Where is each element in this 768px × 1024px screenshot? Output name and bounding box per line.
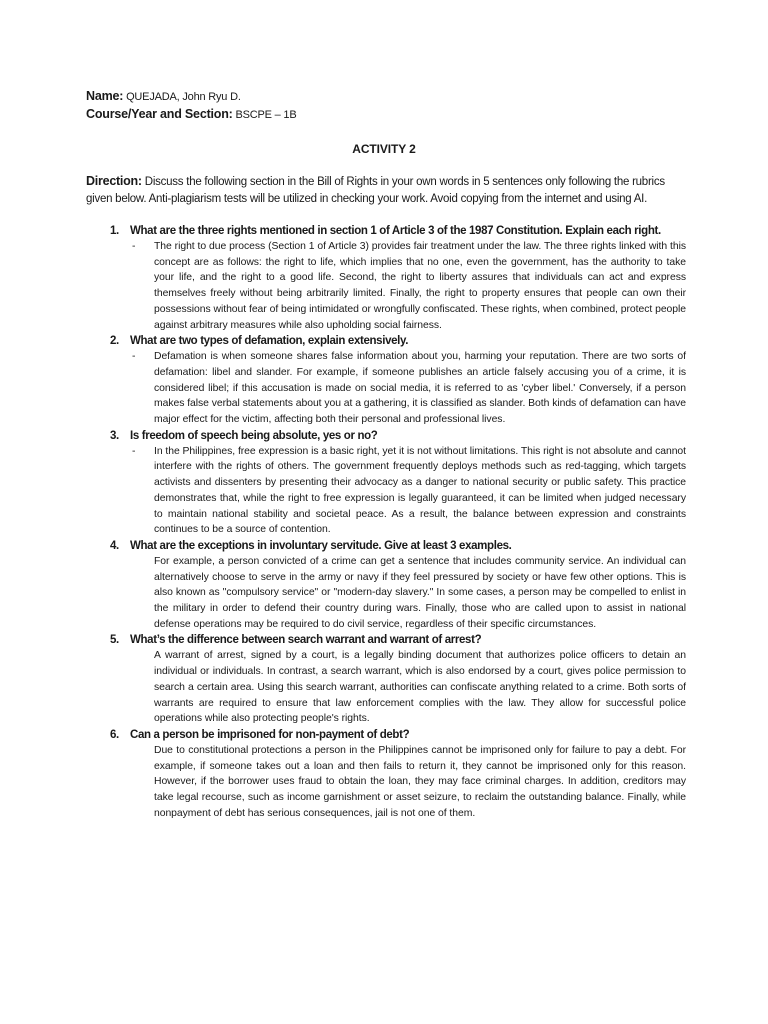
question-number: 5. [110,634,119,647]
answer-bullet: - [132,351,136,363]
question-number: 3. [110,429,119,442]
question-text: What are the exceptions in involuntary servitude. Give at least 3 examples. [130,539,512,552]
question-item [86,428,686,538]
question-heading [86,333,686,349]
answer-indent [86,648,154,727]
answer-indent [86,743,154,822]
name-line [86,88,296,106]
answer-text: In the Philippines, free expression is a basic right, yet it is not without limitations. This right is not absolute and cannot interfere with the rights of others. The government frequently deploys methods such as red-tagging, which targets activists and dissenters by presenting their advocacy as a danger to national security or public safety. This practice demonstrates that, while the right to free expression is legally guaranteed, it can be limited when judged necessary to maintain national stability and societal peace. As a result, the balance between expression and constraints continues to be a source of contention. [154,445,686,536]
question-text: What are the three rights mentioned in section 1 of Article 3 of the 1987 Constitution. Explain each right. [130,225,661,237]
direction-label: Direction: [86,174,142,188]
question-heading [86,727,686,743]
question-number: 1. [110,225,119,237]
course-value: BSCPE – 1B [235,109,297,121]
question-heading [86,632,686,648]
question-heading [86,223,686,239]
question-item [86,538,686,633]
answer-block [86,554,686,633]
answer-text: Defamation is when someone shares false information about you, harming your reputation. There are two sorts of defamation: libel and slander. For example, if someone publishes an article falsely accusing you of a crime, it is considered libel; if this accusation is made on social media, it is referred to as 'cyber libel.' Conversely, if a person makes false verbal statements about you at a gathering, it is classified as slander. Both kinds of defamation can have major effect for the victim, affecting both their personal and professional lives. [154,351,686,426]
answer-bullet: - [132,445,136,457]
direction-text: Discuss the following section in the Bill of Rights in your own words in 5 sentences only following the rubrics given below. Anti-plagiarism tests will be utilized in checking your work. Avoid copying from the internet and using AI. [86,176,665,205]
question-item [86,333,686,428]
question-text: What are two types of defamation, explain extensively. [130,335,409,348]
question-text: Can a person be imprisoned for non-payment of debt? [130,728,410,741]
answer-bullet: - [132,241,136,252]
answer-block [86,648,686,727]
answer-indent [86,554,154,633]
answer-block [86,239,686,333]
page-title: ACTIVITY 2 [352,142,416,156]
course-line [86,106,296,124]
question-text: Is freedom of speech being absolute, yes or no? [130,429,378,442]
question-number: 6. [110,728,119,741]
question-item [86,223,686,333]
course-label: Course/Year and Section: [86,107,233,121]
answer-text: For example, a person convicted of a crime can get a sentence that includes community service. An individual can alternatively choose to serve in the army or navy if they feel pressured by society or have few other options. This is also known as "compulsory service" or "modern-day slavery." In some cases, a person may be compelled to enlist in the military in order to defend their country during wars. Finally, those who are called upon to assist in national defense operations may be required to do civil service, regardless of their specific circumstances. [154,555,686,630]
answer-text: A warrant of arrest, signed by a court, is a legally binding document that authorizes police officers to detain an individual or individuals. In contrast, a search warrant, which is also endorsed by a court, gives police permission to search a certain area. Using this search warrant, authorities can confiscate anything related to a crime. Both sorts of warrants are required to ensure that law enforcement complies with the law. They allow for successful police operations while also protecting people's rights. [154,650,686,725]
student-info [86,88,296,124]
question-item [86,727,686,822]
question-heading [86,428,686,444]
answer-block [86,743,686,822]
question-text: What’s the difference between search warrant and warrant of arrest? [130,634,482,647]
question-heading [86,538,686,554]
name-value: QUEJADA, John Ryu D. [126,91,241,103]
answer-block [86,349,686,428]
question-number: 4. [110,539,119,552]
answer-text: Due to constitutional protections a person in the Philippines cannot be imprisoned only for failure to pay a debt. For example, if someone takes out a loan and then fails to return it, they cannot be imprisoned only for this reason. However, if the borrower uses fraud to obtain the loan, they may face criminal charges. In addition, creditors may take legal recourse, such as income garnishment or asset seizure, to reclaim the outstanding balance. Finally, while nonpayment of debt has serious consequences, jail is not one of them. [154,744,686,819]
answer-text: The right to due process (Section 1 of Article 3) provides fair treatment under the law. The three rights linked with this concept are as follows: the right to life, which implies that no one, even the government, has the authority to take your life, and the right to a good life. Second, the right to liberty assures that individuals can act and express themselves freely without being arbitrarily limited. Finally, the right to property ensures that people can own their possessions without fear of being intimidated or wrongfully confiscated. These rights, when combined, protect people against arbitrary measures while also upholding social fairness. [154,241,686,331]
direction-paragraph [86,173,686,208]
question-list [86,223,686,822]
question-item [86,632,686,727]
question-number: 2. [110,335,119,348]
name-label: Name: [86,89,124,103]
answer-block [86,444,686,538]
